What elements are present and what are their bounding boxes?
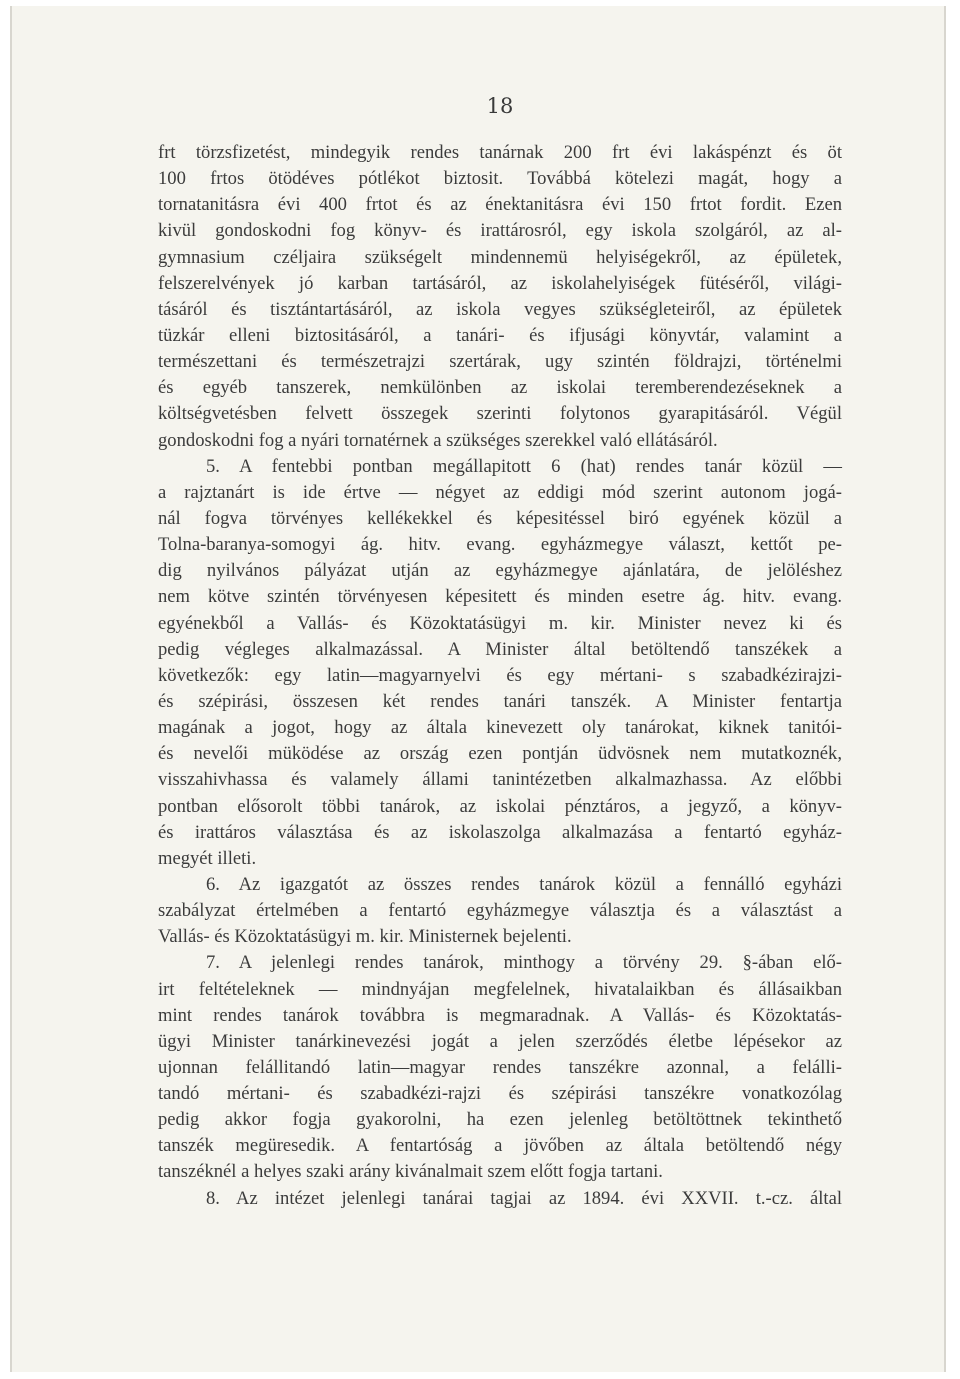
text-line: tanszék megüresedik. A fentartóság a jövőben az általa betöltendő négy [158,1135,842,1157]
text-line: tüzkár elleni biztositásáról, a tanári- és ifjusági könyvtár, valamint a [158,324,842,346]
text-line: és egyéb tanszerek, nemkülönben az iskolai teremberendezéseknek a [158,377,842,399]
text-line: a rajztanárt is ide értve — négyet az eddigi mód szerint autonom jogá- [158,481,842,503]
text-line: tanszéknél a helyes szaki arány kivánalmait szem előtt fogja tartani. [158,1161,663,1183]
text-line: nem kötve szintén törvényesen képesitett és minden esetre ág. hitv. evang. [158,586,842,608]
text-line: és szépirási, összesen két rendes tanári tanszék. A Minister fentartja [158,690,842,712]
text-line: gondoskodni fog a nyári tornatérnek a szükséges szerekkel való ellátásáról. [158,429,718,451]
text-line: és nevelői müködése az ország ezen pontján üdvösnek nem mutatkoznék, [158,743,842,765]
body-text [158,140,842,1212]
text-line: természettani és természetrajzi szertárak, ugy szintén földrajzi, történelmi [158,351,842,373]
text-line: 100 frtos ötödéves pótlékot biztosit. Továbbá kötelezi magát, hogy a [158,168,842,190]
text-line: Vallás- és Közoktatásügyi m. kir. Ministernek bejelenti. [158,926,572,948]
text-line: megyét illeti. [158,847,257,869]
text-line: pedig végleges alkalmazással. A Minister által betöltendő tanszékek a [158,638,842,660]
text-line: tornatanitásra évi 400 frtot és az énektanitásra évi 150 frtot fordit. Ezen [158,194,842,216]
text-line: magának a jogot, hogy az általa kinevezett oly tanárokat, kiknek tanitói- [158,717,842,739]
text-line: egyénekből a Vallás- és Közoktatásügyi m. kir. Minister nevez ki és [158,612,842,634]
text-line: és irattáros választása és az iskolaszolga alkalmazása a fentartó egyház- [158,821,842,843]
text-line: gymnasium czéljaira szükségelt mindennemü helyiségekről, az épületek, [158,246,842,268]
text-line: nál fogva törvényes kellékekkel és képesitéssel biró egyének közül a [158,507,842,529]
text-line: költségvetésben felvett összegek szerinti folytonos gyarapitásáról. Végül [158,403,842,425]
text-line: irt feltételeknek — mindnyájan megfelelnek, hivatalaikban és állásaikban [158,978,842,1000]
text-line: pedig akkor fogja gyakorolni, ha ezen jelenleg betöltöttnek tekinthető [158,1109,842,1131]
text-line: dig nyilvános pályázat utján az egyházmegye ajánlatára, de jelöléshez [158,560,842,582]
text-line: 8. Az intézet jelenlegi tanárai tagjai az 1894. évi XXVII. t.-cz. által [206,1187,842,1209]
text-line: tandó mértani- és szabadkézi-rajzi és szépirási tanszékre vonatkozólag [158,1083,842,1105]
text-line: 6. Az igazgatót az összes rendes tanárok közül a fennálló egyházi [206,873,842,895]
text-line: mint rendes tanárok továbbra is megmaradnak. A Vallás- és Közoktatás- [158,1004,842,1026]
text-line: 5. A fentebbi pontban megállapitott 6 (hat) rendes tanár közül — [206,455,842,477]
page-number: 18 [486,94,514,118]
text-line: pontban elősorolt többi tanárok, az iskolai pénztáros, a jegyző, a könyv- [158,795,842,817]
text-line: frt törzsfizetést, mindegyik rendes tanárnak 200 frt évi lakáspénzt és öt [158,142,842,163]
text-line: szabályzat értelmében a fentartó egyházmegye választja és a választást a [158,900,842,922]
text-line: visszahivhassa és valamely állami tanintézetben alkalmazhassa. Az előbbi [158,769,842,791]
text-line: Tolna-baranya-somogyi ág. hitv. evang. egyházmegye választ, kettőt pe- [158,534,842,556]
text-line: kivül gondoskodni fog könyv- és irattárosról, egy iskola szolgáról, az al- [158,220,842,242]
text-line: következők: egy latin—magyarnyelvi és egy mértani- s szabadkézirajzi- [158,664,842,686]
text-line: tásáról és tisztántartásáról, az iskola vegyes szükségleteiről, az épületek [158,298,842,320]
text-line: ujonnan felállitandó latin—magyar rendes tanszékre azonnal, a felálli- [158,1056,842,1078]
text-line: ügyi Minister tanárkinevezési jogát a jelen szerződés életbe lépésekor az [158,1030,842,1052]
text-line: 7. A jelenlegi rendes tanárok, minthogy a törvény 29. §-ában elő- [206,952,842,974]
text-line: felszerelvények jó karban tartásáról, az iskolahelyiségek fütéséről, világi- [158,272,842,294]
